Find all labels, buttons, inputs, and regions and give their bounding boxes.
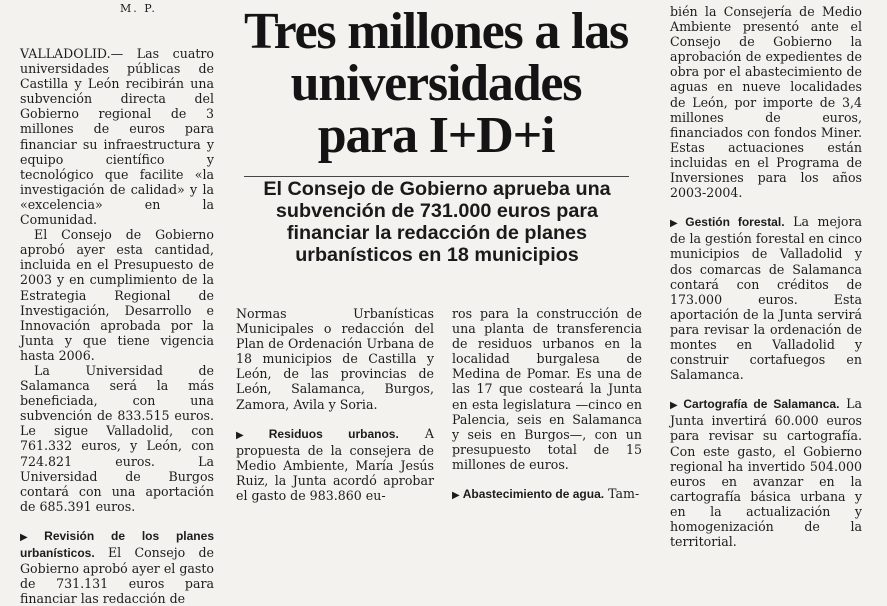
subheadline: El Consejo de Gobierno aprueba una subvención de 731.000 euros para financiar la redacción de planes urbanísticos en 18 municipios [263,178,611,266]
col1-paragraph-3: La Universidad de Salamanca será la más beneficiada, con una subvención de 833.515 euros. Le sigue Valladolid, con 761.332 euros, y León, con 724.821 euros. La Universidad de Burgos contará con una aportación de 685.391 euros. [20,362,214,514]
col3-section-title: Abastecimiento de agua. [462,487,605,502]
triangle-bullet-icon: ▶ [20,531,42,543]
column-1 [20,46,214,606]
subhead-rule [244,176,629,177]
col3-paragraph-1: ros para la construcción de una planta de transferencia de residuos urbanos en la localidad burgalesa de Medina de Pomar. Es una de las 17 que costeará la Junta en esta legislatura —cinco en Palencia, seis en Salamanca y seis en Burgos—, con un presupuesto total de 15 millones de euros. [452,306,642,472]
col3-section-text: Tam- [608,486,640,502]
col2-section-text: A propuesta de la consejera de Medio Ambiente, María Jesús Ruiz, la Junta acordó aprobar el gasto de 983.860 eu- [236,425,434,504]
byline: M. P. [120,2,157,15]
triangle-bullet-icon: ▶ [670,400,681,412]
col1-section-text: El Consejo de Gobierno aprobó ayer el gasto de 731.131 euros para financiar las redacción de [20,545,214,606]
col2-section-title: Residuos urbanos. [268,426,399,441]
col4-section-2 [670,396,862,549]
col3-section [452,486,642,503]
col4-section-2-title: Cartografía de Salamanca. [683,397,840,412]
triangle-bullet-icon: ▶ [236,429,266,441]
col4-paragraph-1: bién la Consejería de Medio Ambiente presentó ante el Consejo de Gobierno la aprobación de expedientes de obra por el abastecimiento de aguas en nueve localidades de León, por importe de 3,4 millones de euros, financiados con fondos Miner. Estas actuaciones están incluidas en el Programa de Inversiones para los años 2003-2004. [670,4,862,201]
triangle-bullet-icon: ▶ [452,490,460,502]
col2-section [236,426,434,503]
col2-paragraph-1: Normas Urbanísticas Municipales o redacción del Plan de Ordenación Urbana de 18 municipios de Castilla y León, de las provincias de León, Salamanca, Burgos, Zamora, Avila y Soria. [236,306,434,412]
col1-paragraph-1: VALLADOLID.— Las cuatro universidades públicas de Castilla y León recibirán una subvención directa del Gobierno regional de 3 millones de euros para financiar su infraestructura y equipo científico y tecnológico que facilite «la investigación de calidad» y la «excelencia» en la Comunidad. [20,46,214,228]
column-2 [236,306,434,503]
col4-section-1-text: La mejora de la gestión forestal en cinco municipios de Valladolid y dos comarcas de Salamanca contará con créditos de 173.000 euros. Esta aportación de la Junta servirá para revisar la ordenación de montes en Valladolid y construir cortafuegos en Salamanca. [670,214,862,383]
column-3 [452,306,642,503]
col1-section-title: Revisión de los planes urbanísticos. [20,528,214,560]
col4-section-1 [670,214,862,382]
col1-paragraph-2: El Consejo de Gobierno aprobó ayer esta cantidad, incluida en el Presupuesto de 2003 y en cumplimiento de la Estrategia Regional de Investigación, Desarrollo e Innovación aprobada por la Junta y que tiene vigencia hasta 2006. [20,227,214,363]
column-4 [670,4,862,549]
col1-section [20,528,214,606]
col4-section-1-title: Gestión forestal. [685,215,785,230]
col4-section-2-text: La Junta invertirá 60.000 euros para revisar su cartografía. Con este gasto, el Gobierno regional ha invertido 504.000 euros en avanzar en la cartografía básica urbana y en la actualización y homogenización de la territorial. [670,396,862,550]
headline: Tres millones a las universidades para I+D+i [243,3,629,164]
triangle-bullet-icon: ▶ [670,218,683,230]
